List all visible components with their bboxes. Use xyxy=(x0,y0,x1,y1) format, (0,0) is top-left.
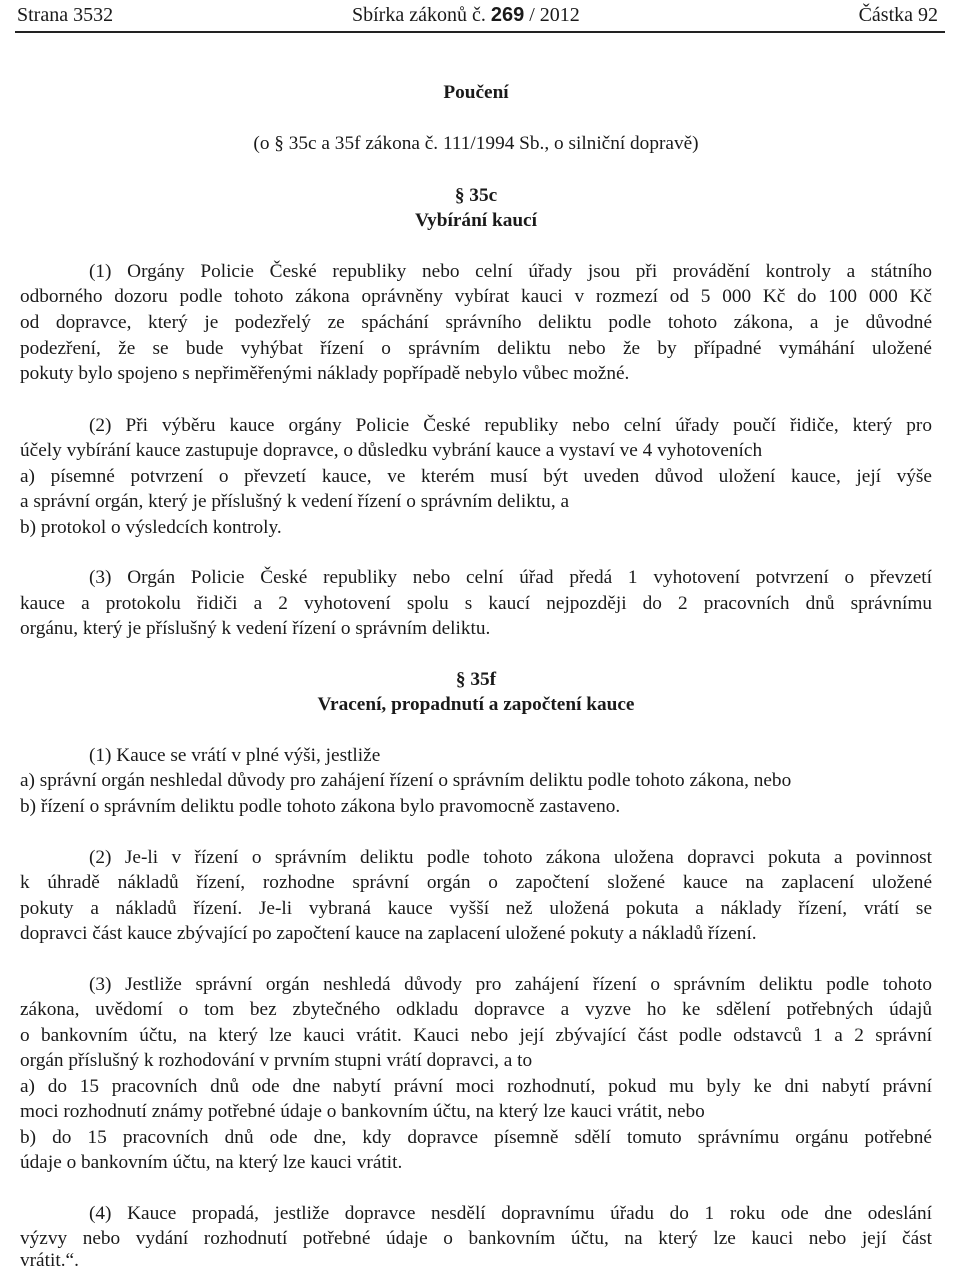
section-35f-heading: Vracení, propadnutí a započtení kauce xyxy=(317,694,635,715)
paragraph-line: dopravci část kauce zbývající po započtení kauce na zaplacení uložené pokuty a nákladů řízení. xyxy=(20,923,757,944)
paragraph-line: orgánu, který je příslušný k vedení řízení o správním deliktu. xyxy=(20,618,491,639)
paragraph-line: moci rozhodnutí známy potřebné údaje o bankovním účtu, na který lze kauci vrátit, nebo xyxy=(20,1101,705,1122)
paragraph-line: a správní orgán, který je příslušný k vedení řízení o správním deliktu, a xyxy=(20,491,570,512)
paragraph-line: (2) Při výběru kauce orgány Policie České republiky nebo celní úřady poučí řidiče, který pro xyxy=(89,415,932,436)
paragraph-line: údaje o bankovním účtu, na který lze kauci vrátit. xyxy=(20,1152,403,1173)
page-number: Strana 3532 xyxy=(17,4,114,26)
paragraph-line: výzvy nebo vydání rozhodnutí potřebné údaje o bankovním účtu, na který lze kauci nebo její část xyxy=(20,1228,932,1249)
paragraph-line: (1) Orgány Policie České republiky nebo celní úřady jsou při provádění kontroly a státního xyxy=(89,261,932,282)
paragraph-line: (1) Kauce se vrátí v plné výši, jestliže xyxy=(89,745,381,766)
paragraph-line: od dopravce, který je podezřelý ze spáchání správního deliktu podle tohoto zákona, a je důvodné xyxy=(20,312,932,333)
paragraph-line: (3) Jestliže správní orgán neshledá důvody pro zahájení řízení o správním deliktu podle tohoto xyxy=(89,974,932,995)
issue-number: Částka 92 xyxy=(858,4,938,26)
page-header xyxy=(0,0,960,32)
paragraph-line: (4) Kauce propadá, jestliže dopravce nesdělí dopravnímu úřadu do 1 roku ode dne odeslání xyxy=(89,1203,932,1224)
paragraph-line: k úhradě nákladů řízení, rozhodne správní orgán o započtení složené kauce na zaplacení uložené xyxy=(20,872,932,893)
paragraph-line: b) do 15 pracovních dnů ode dne, kdy dopravce písemně sdělí tomuto správnímu orgánu potřebné xyxy=(20,1127,932,1148)
section-35c-heading: Vybírání kaucí xyxy=(415,210,537,231)
paragraph-line: podezření, že se bude vyhýbat řízení o správním deliktu nebo že by případné vymáhání uložené xyxy=(20,338,932,359)
document-subtitle: (o § 35c a 35f zákona č. 111/1994 Sb., o silniční dopravě) xyxy=(253,133,699,154)
collection-suffix: / 2012 xyxy=(524,4,580,26)
paragraph-line: a) do 15 pracovních dnů ode dne nabytí právní moci rozhodnutí, pokud mu byly ke dni nabytí právní xyxy=(20,1076,932,1097)
section-35c-number: § 35c xyxy=(454,185,498,206)
paragraph-line: b) řízení o správním deliktu podle tohoto zákona bylo pravomocně zastaveno. xyxy=(20,796,621,817)
paragraph-line: vrátit.“. xyxy=(20,1250,79,1271)
section-35f-number: § 35f xyxy=(455,669,497,690)
paragraph-line: (2) Je-li v řízení o správním deliktu podle tohoto zákona uložena dopravci pokuta a povinnost xyxy=(89,847,932,868)
paragraph-line: účely vybírání kauce zastupuje dopravce, o důsledku vybrání kauce a vystaví ve 4 vyhotoveních xyxy=(20,440,763,461)
paragraph-line: zákona, uvědomí o tom bez zbytečného odkladu dopravce a vyzve ho ke sdělení potřebných údajů xyxy=(20,999,932,1020)
header-divider xyxy=(15,31,945,33)
document-title: Poučení xyxy=(443,82,509,103)
paragraph-line: a) správní orgán neshledal důvody pro zahájení řízení o správním deliktu podle tohoto zákona, nebo xyxy=(20,770,792,791)
paragraph-line: pokuty a nákladů řízení. Je-li vybraná kauce vyšší než uložená pokuta a náklady řízení, vrátí se xyxy=(20,898,932,919)
paragraph-line: a) písemné potvrzení o převzetí kauce, ve kterém musí být uveden důvod uložení kauce, její výše xyxy=(20,466,932,487)
paragraph-line: (3) Orgán Policie České republiky nebo celní úřad předá 1 vyhotovení potvrzení o převzetí xyxy=(89,567,932,588)
paragraph-line: b) protokol o výsledcích kontroly. xyxy=(20,517,282,538)
paragraph-line: kauce a protokolu řidiči a 2 vyhotovení spolu s kaucí nejpozději do 2 pracovních dnů správnímu xyxy=(20,593,932,614)
collection-number: 269 xyxy=(490,4,525,26)
paragraph-line: o bankovním účtu, na který lze kauci vrátit. Kauci nebo její zbývající část podle odstavců 1 a 2 správní xyxy=(20,1025,932,1046)
paragraph-line: pokuty bylo spojeno s nepřiměřenými náklady popřípadě nebylo vůbec možné. xyxy=(20,363,630,384)
collection-title xyxy=(352,3,580,27)
collection-prefix: Sbírka zákonů č. xyxy=(352,4,491,26)
paragraph-line: orgán příslušný k rozhodování v prvním stupni vrátí dopravci, a to xyxy=(20,1050,533,1071)
paragraph-line: odborného dozoru podle tohoto zákona oprávněny vybírat kauci v rozmezí od 5 000 Kč do 100 000 Kč xyxy=(20,286,932,307)
